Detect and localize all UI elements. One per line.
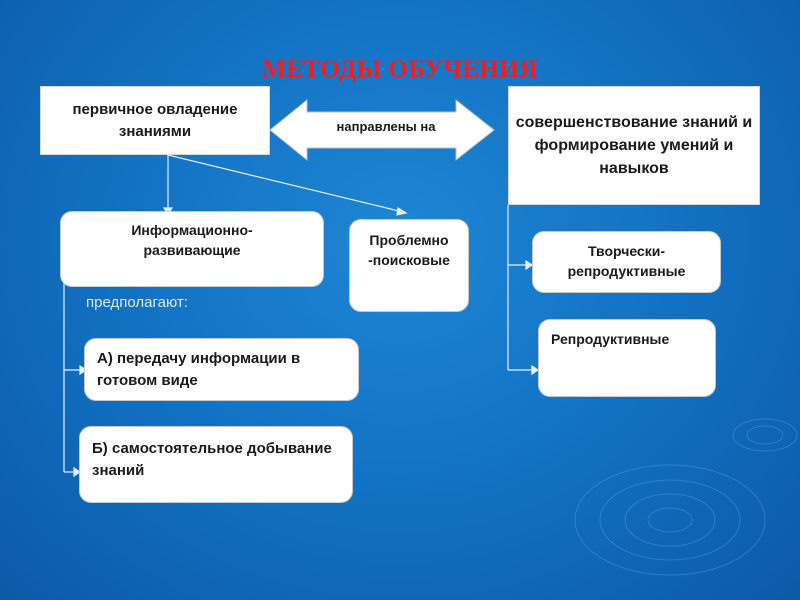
box-primary-mastery-label: первичное овладение знаниями (72, 100, 238, 140)
box-creative-reproductive-label: Творчески-репродуктивные (567, 243, 686, 280)
ripple-decoration (575, 419, 797, 575)
box-problem-search (349, 219, 469, 312)
box-item-b-label: Б) самостоятельное добывание знаний (92, 440, 332, 479)
box-primary-mastery (40, 86, 270, 155)
presume-label: предполагают: (86, 294, 188, 311)
box-improvement (508, 86, 760, 205)
box-item-a (84, 338, 359, 401)
box-creative-reproductive (532, 231, 721, 293)
box-reproductive-label: Репродуктивные (551, 331, 670, 347)
box-improvement-label: совершенствование знаний и формирование умений и навыков (515, 113, 753, 178)
slide-title: МЕТОДЫ ОБУЧЕНИЯ (262, 56, 538, 83)
box-info-developing (60, 211, 324, 287)
arrow-label: направлены на (336, 119, 436, 134)
box-item-a-label: А) передачу информации в готовом виде (97, 350, 301, 389)
box-item-b (79, 426, 353, 503)
box-info-developing-label: Информационно-развивающие (131, 222, 253, 259)
box-problem-search-label: Проблемно -поисковые (368, 232, 450, 269)
box-reproductive (538, 319, 716, 397)
